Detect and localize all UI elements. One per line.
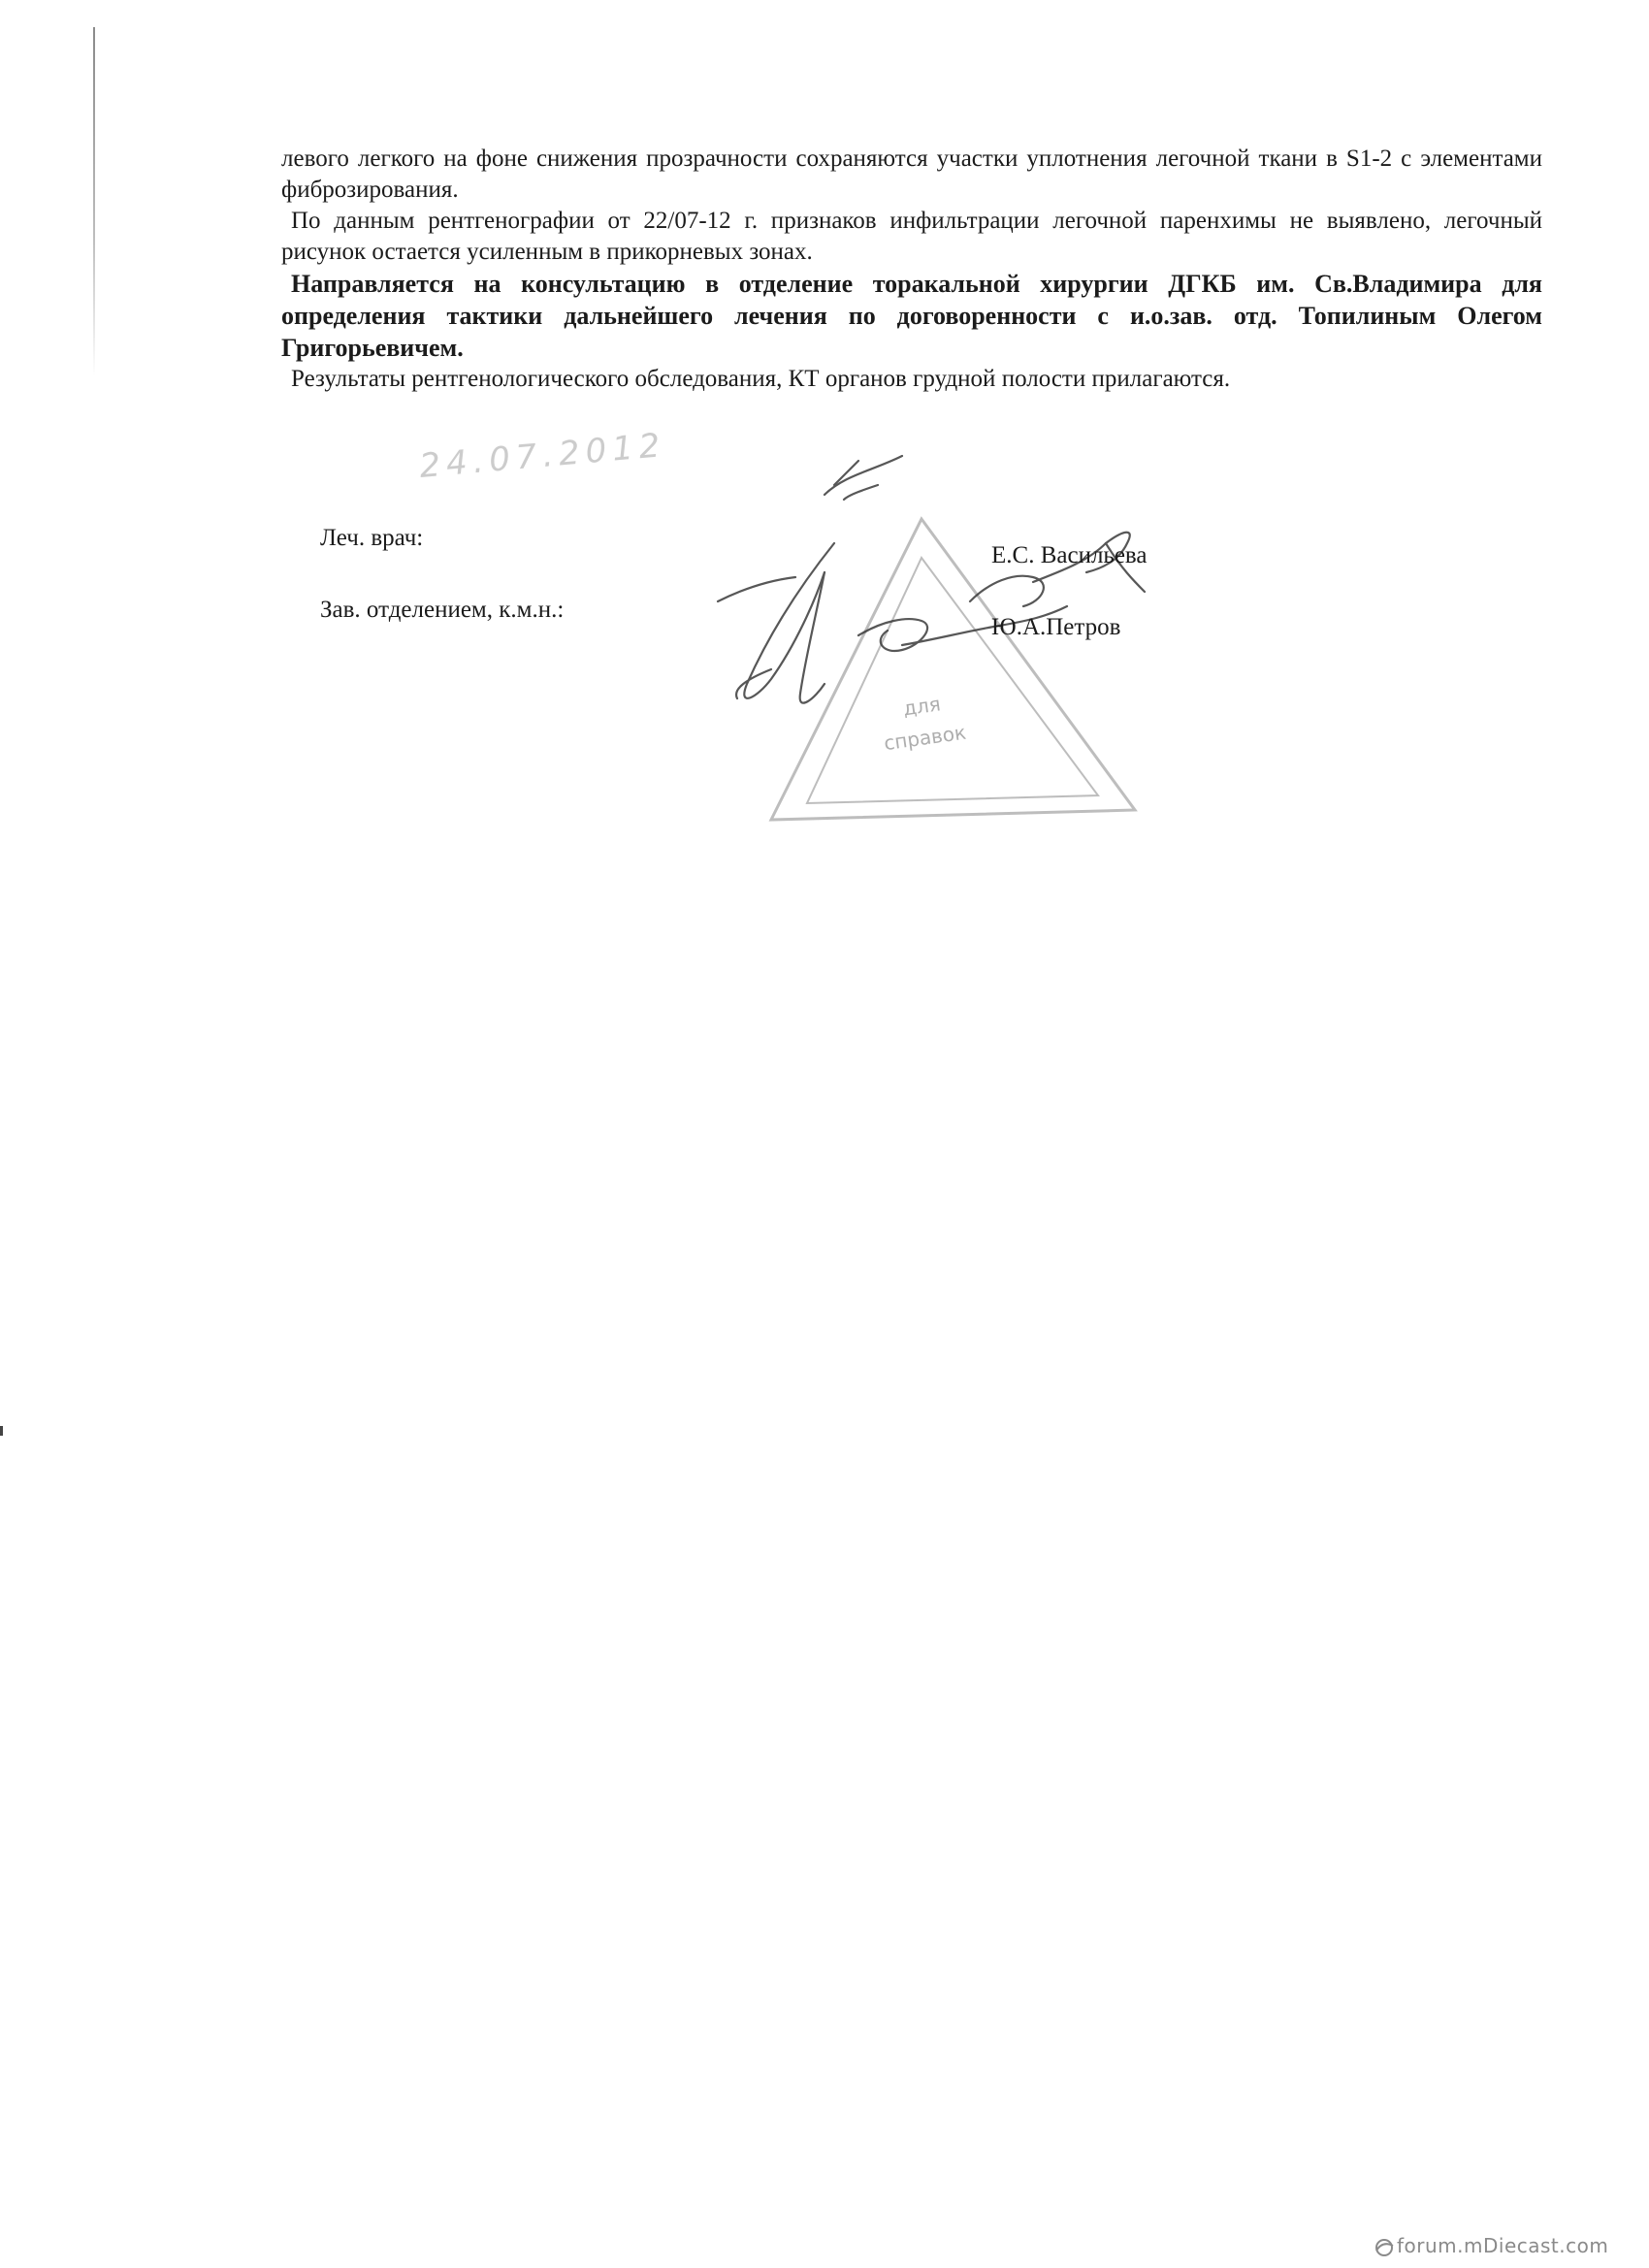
forum-logo-icon [1374, 2237, 1395, 2258]
signature-scribble [718, 456, 1145, 703]
scan-artifact [0, 1426, 3, 1436]
paragraph-attachments: Результаты рентгенологического обследования, КТ органов грудной полости прилагаются. [291, 366, 1231, 392]
watermark-text: forum.mDiecast.com [1397, 2234, 1609, 2257]
stamp-and-signature [679, 437, 1261, 844]
stamp-text-line1: для [901, 692, 943, 721]
handwritten-date: 24.07.2012 [417, 425, 667, 487]
scan-edge-line [93, 27, 95, 376]
attending-doctor-name: Е.С. Васильева [991, 542, 1148, 568]
paragraph-referral: Направляется на консультацию в отделение торакальной хирургии ДГКБ им. Св.Владимира для определения тактики дальнейшего лечения по договоренности с и.о.зав. отд. Топилиным Олегом Григорьевичем. [281, 270, 1542, 362]
department-head-name: Ю.А.Петров [991, 614, 1121, 640]
attending-doctor-label: Леч. врач: [320, 525, 424, 551]
document-body [281, 144, 1542, 395]
watermark [1374, 2234, 1608, 2258]
department-head-label: Зав. отделением, к.м.н.: [320, 597, 565, 623]
paragraph-xray: По данным рентгенографии от 22/07-12 г. признаков инфильтрации легочной паренхимы не выявлено, легочный рисунок остается усиленным в прикорневых зонах. [281, 208, 1542, 265]
paragraph-findings: левого легкого на фоне снижения прозрачности сохраняются участки уплотнения легочной ткани в S1-2 с элементами фиброзирования. [281, 146, 1542, 203]
stamp-text-line2: справок [882, 720, 968, 756]
stamp-inner-text [883, 692, 968, 755]
